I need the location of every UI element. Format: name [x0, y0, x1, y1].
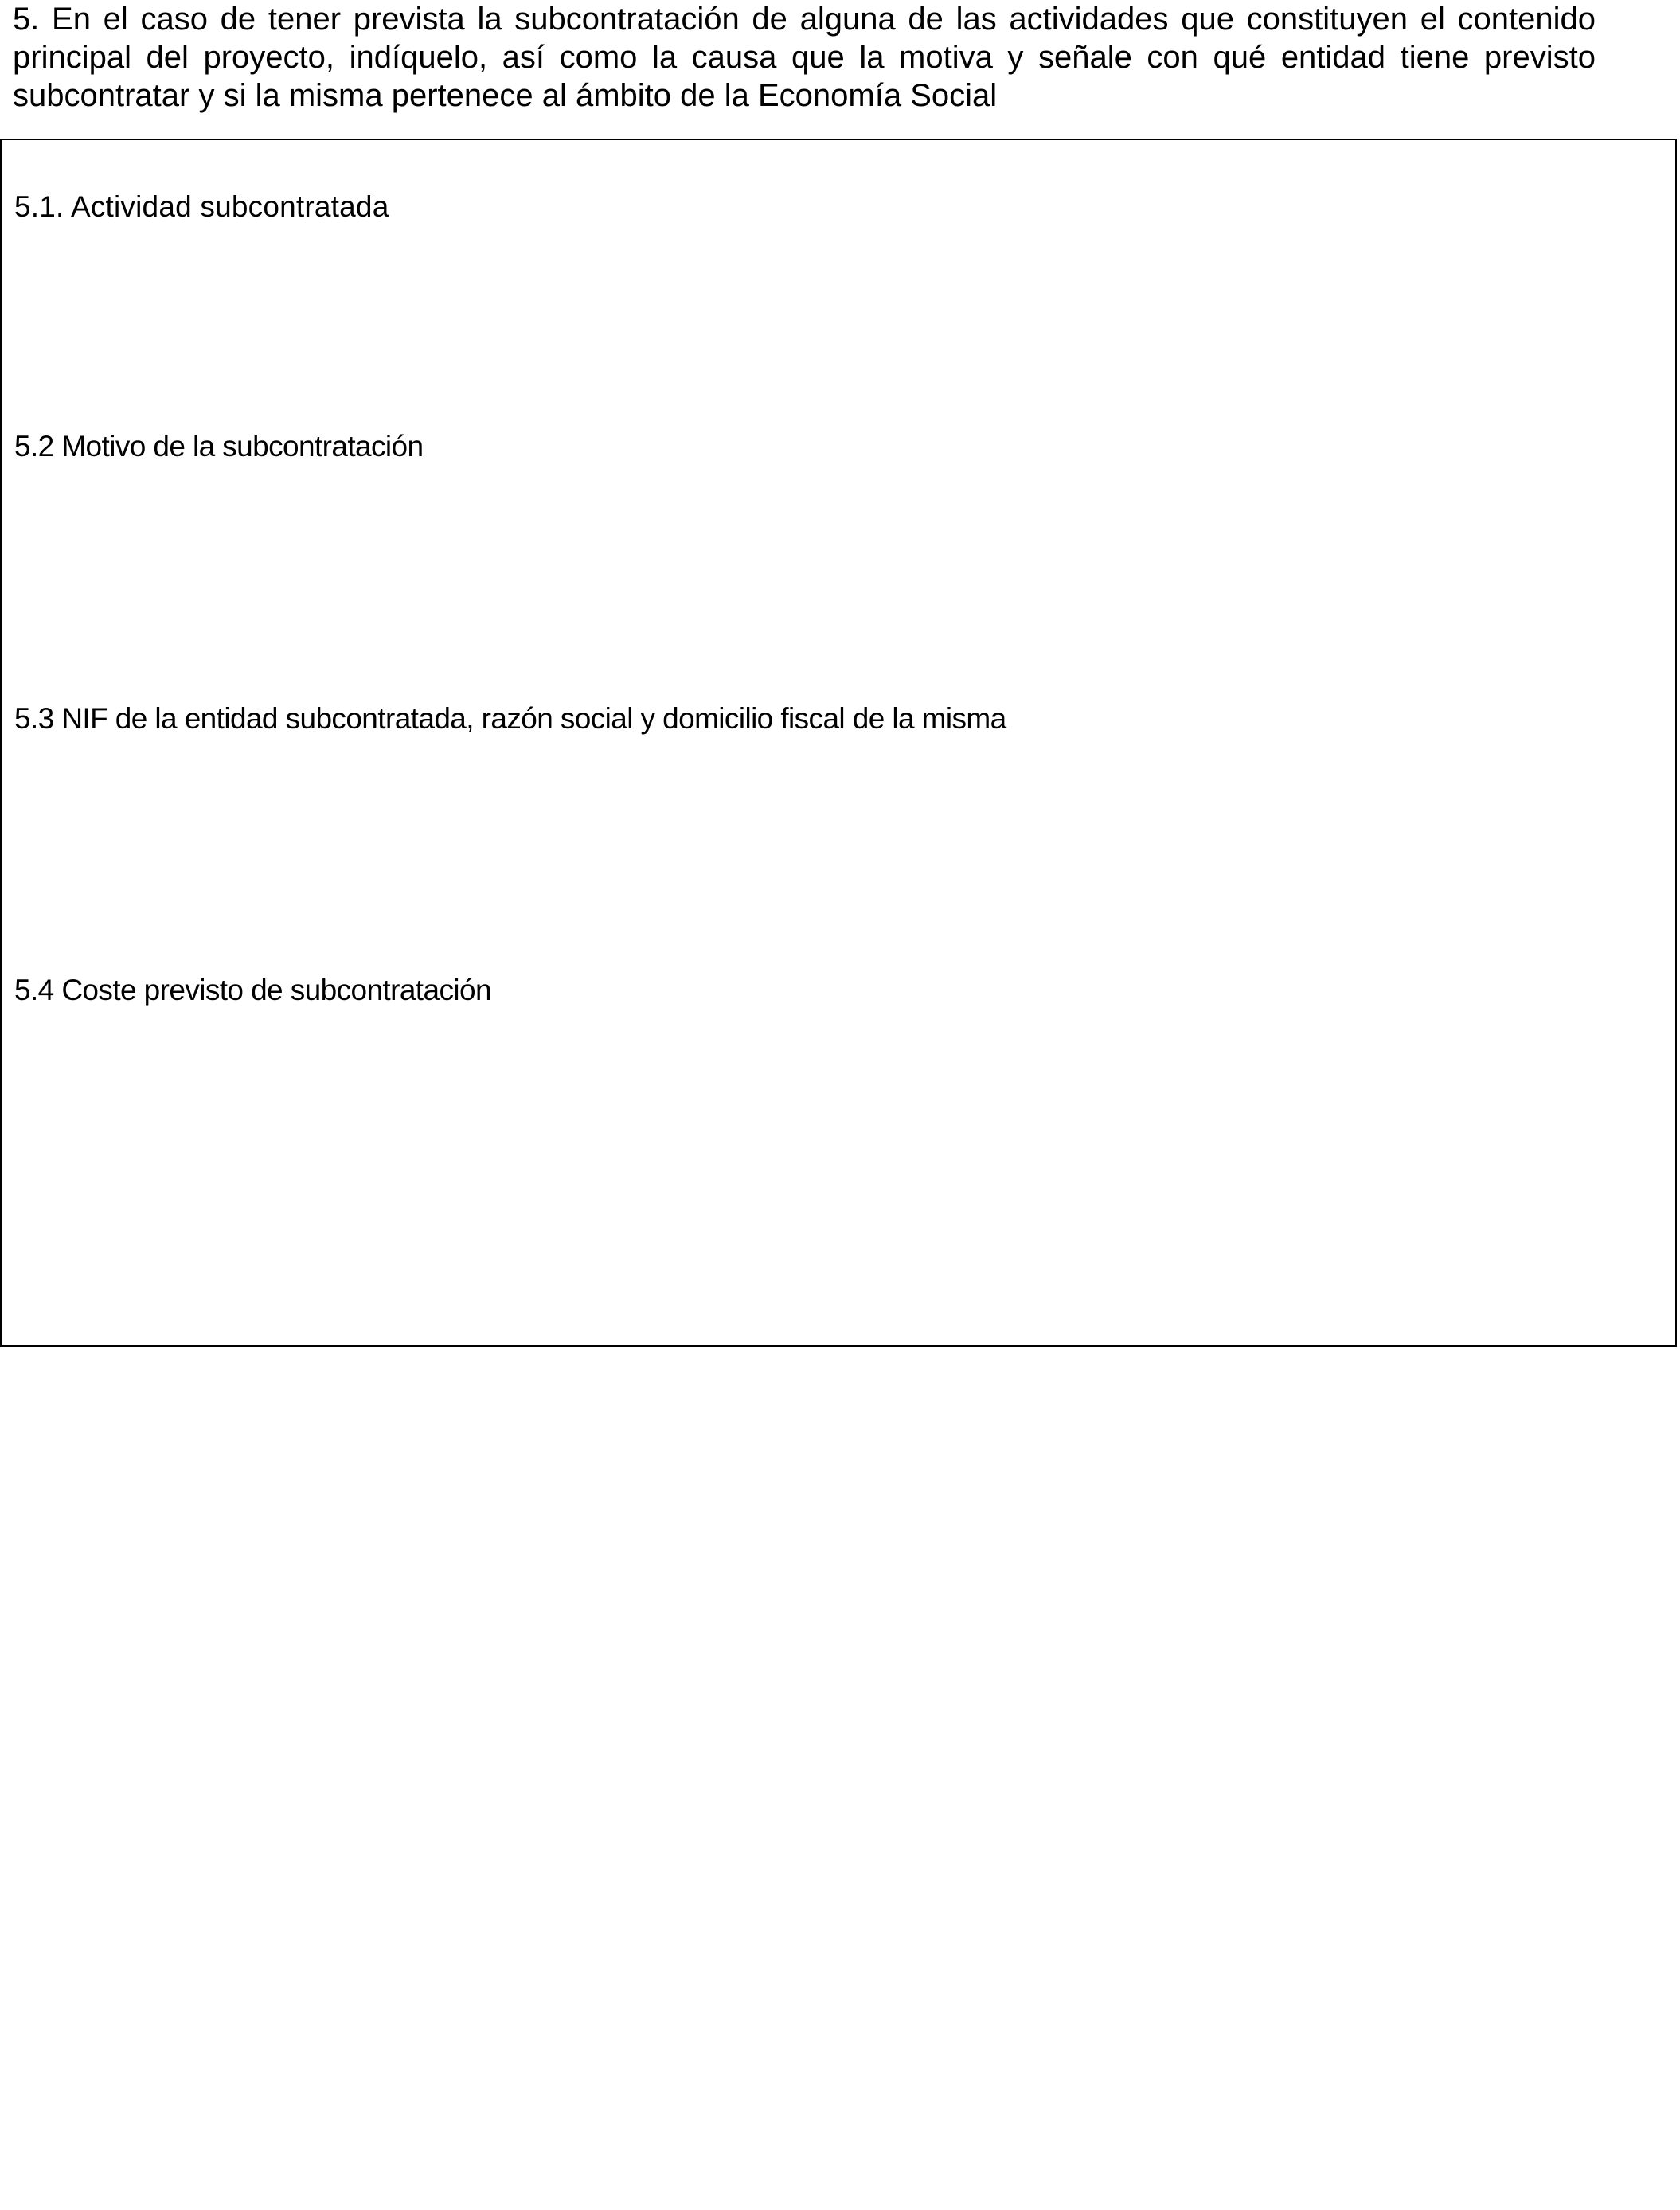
field-label-cost: 5.4 Coste previsto de subcontratación [14, 974, 491, 1006]
field-label-reason: 5.2 Motivo de la subcontratación [14, 430, 424, 463]
field-label-activity: 5.1. Actividad subcontratada [14, 190, 389, 223]
section-question-text: 5. En el caso de tener prevista la subcontratación de alguna de las actividades que constituyen el contenido principal del proyecto, indíquelo, así como la causa que la motiva y señale con qué entidad tiene previsto subcontratar y si la misma pertenece al ámbito de la Economía Social [13, 2, 1596, 113]
subcontracting-form-box [0, 139, 1677, 1347]
field-label-entity-nif: 5.3 NIF de la entidad subcontratada, razón social y domicilio fiscal de la misma [14, 702, 1006, 735]
